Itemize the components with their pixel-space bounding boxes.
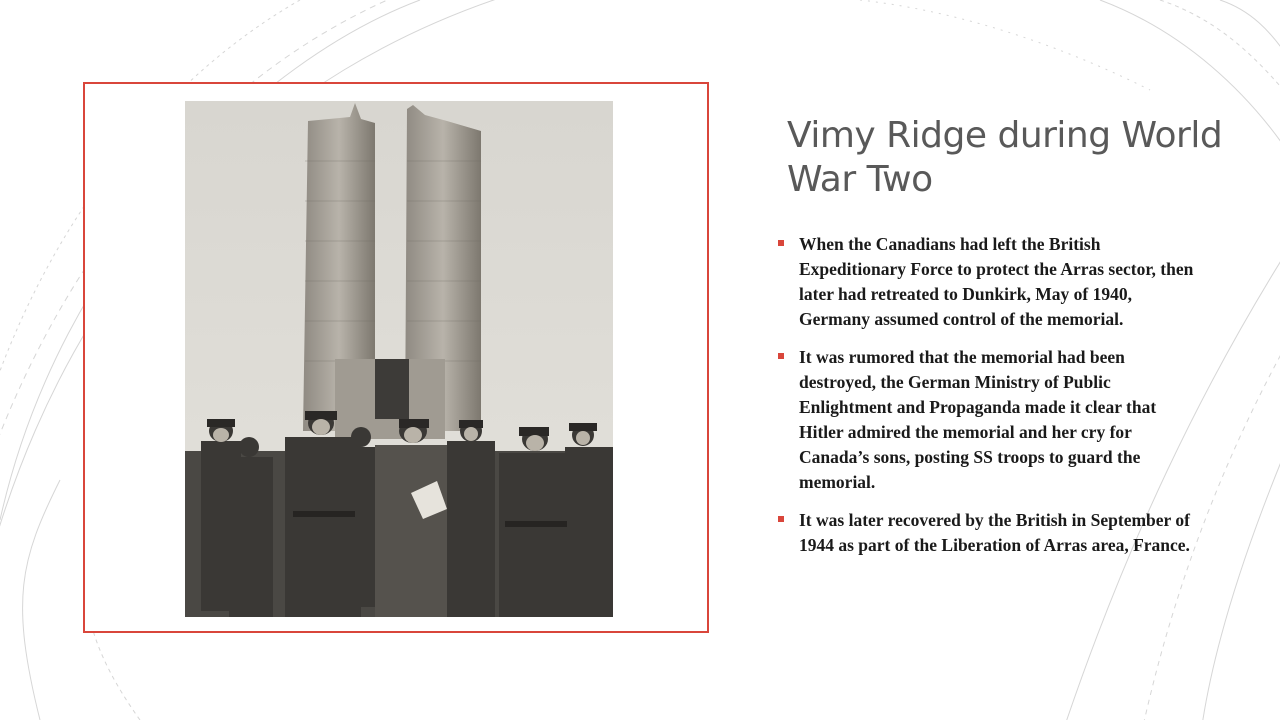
bullet-text: It was later recovered by the British in September of 1944 as part of the Liberation of Arras area, France. <box>799 510 1190 555</box>
bullet-item <box>775 345 1195 495</box>
bullet-item <box>775 232 1195 332</box>
bullet-marker-icon <box>778 240 784 246</box>
bullet-marker-icon <box>778 353 784 359</box>
bullet-item <box>775 508 1195 558</box>
photo-frame <box>83 82 709 633</box>
slide-title: Vimy Ridge during World War Two <box>787 115 1223 200</box>
bullet-text: When the Canadians had left the British Expeditionary Force to protect the Arras sector, then later had retreated to Dunkirk, May of 1940, Germany assumed control of the memorial. <box>799 234 1194 329</box>
bullet-list <box>775 232 1195 571</box>
bullet-text: It was rumored that the memorial had been destroyed, the German Ministry of Public Enlightment and Propaganda made it clear that Hitler admired the memorial and her cry for Canada’s sons, posting SS troops to guard the memorial. <box>799 347 1157 492</box>
memorial-photo <box>185 101 613 617</box>
bullet-marker-icon <box>778 516 784 522</box>
